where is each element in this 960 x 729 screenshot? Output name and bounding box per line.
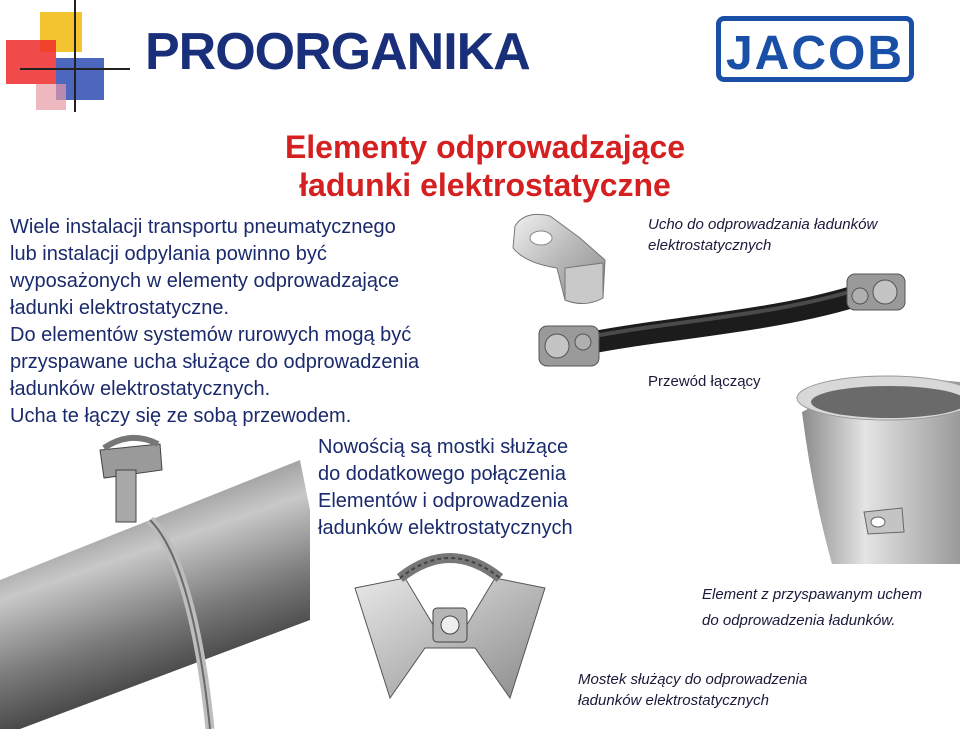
intro-line: lub instalacji odpylania powinno być	[10, 243, 327, 265]
intro-line: ładunki elektrostatyczne.	[10, 297, 230, 319]
intro-line: przyspawane ucha służące do odprowadzenia	[10, 351, 420, 373]
caption-bridge	[578, 669, 807, 711]
intro-paragraph	[10, 214, 419, 430]
pipe-with-bridge-image	[0, 430, 310, 729]
cable-image	[535, 268, 910, 378]
caption-bridge-line: Mostek służący do odprowadzenia	[578, 671, 808, 688]
title-line-2: ładunki elektrostatyczne	[299, 167, 671, 203]
logo-square-pink	[36, 84, 66, 110]
caption-element-line: do odprowadzenia ładunków.	[702, 612, 896, 629]
bridge-image	[345, 548, 555, 718]
novelty-line: Elementów i odprowadzenia	[318, 490, 569, 512]
novelty-line: ładunków elektrostatycznych	[318, 517, 573, 539]
intro-line: Ucha te łączy się ze sobą przewodem.	[10, 405, 352, 427]
element-with-lug-image	[792, 372, 960, 564]
page-title	[230, 128, 740, 204]
intro-line: Wiele instalacji transportu pneumatycznego	[10, 216, 396, 238]
logo-line-vertical	[74, 0, 76, 112]
caption-lug	[648, 214, 877, 256]
jacob-logo: JACOB	[716, 16, 914, 82]
novelty-line: Nowością są mostki służące	[318, 436, 569, 458]
caption-element-line: Element z przyspawanym uchem	[702, 586, 923, 603]
caption-cable: Przewód łączący	[648, 373, 761, 390]
intro-line: wyposażonych w elementy odprowadzające	[10, 270, 400, 292]
intro-line: ładunków elektrostatycznych.	[10, 378, 271, 400]
caption-bridge-line: ładunków elektrostatycznych	[578, 692, 769, 709]
title-line-1: Elementy odprowadzające	[284, 129, 686, 165]
caption-lug-line: elektrostatycznych	[648, 237, 772, 254]
caption-element	[702, 582, 922, 634]
novelty-line: do dodatkowego połączenia	[318, 463, 566, 485]
intro-line: Do elementów systemów rurowych mogą być	[10, 324, 412, 346]
novelty-paragraph	[318, 434, 573, 542]
logo-square-red	[6, 40, 56, 84]
brand-logo: PROORGANIKA	[145, 23, 530, 81]
logo-line-horizontal	[20, 68, 130, 70]
caption-lug-line: Ucho do odprowadzania ładunków	[648, 216, 878, 233]
